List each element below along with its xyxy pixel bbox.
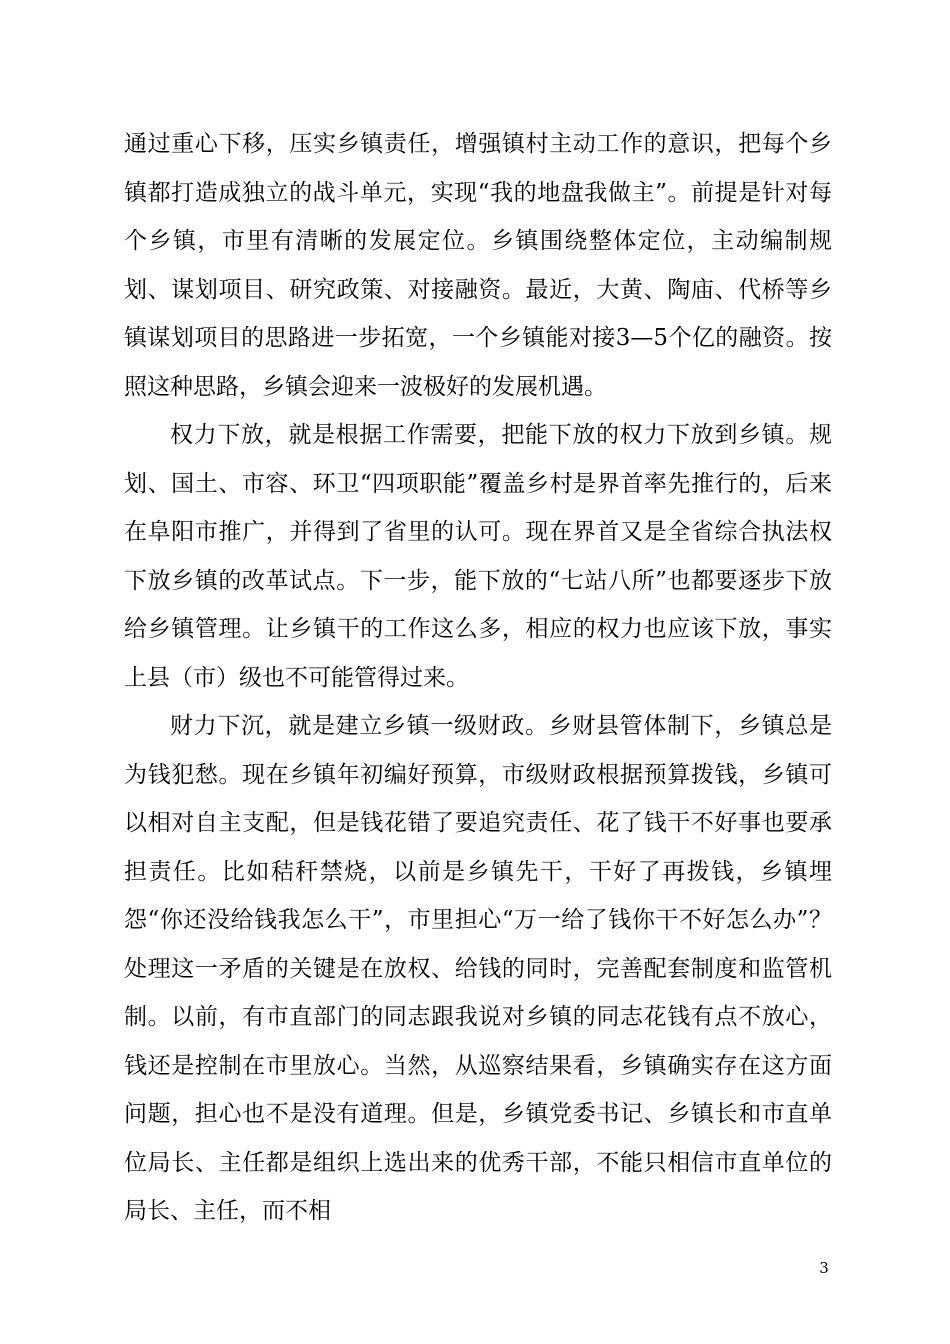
document-body	[124, 120, 832, 1236]
paragraph-3: 财力下沉，就是建立乡镇一级财政。乡财县管体制下，乡镇总是为钱犯愁。现在乡镇年初编好预算，市级财政根据预算拨钱，乡镇可以相对自主支配，但是钱花错了要追究责任、花了钱干不好事也要承担责任。比如秸秆禁烧，以前是乡镇先干，干好了再拨钱，乡镇埋怨“你还没给钱我怎么干”，市里担心“万一给了钱你干不好怎么办”？处理这一矛盾的关键是在放权、给钱的同时，完善配套制度和监管机制。以前，有市直部门的同志跟我说对乡镇的同志花钱有点不放心，钱还是控制在市里放心。当然，从巡察结果看，乡镇确实存在这方面问题，担心也不是没有道理。但是，乡镇党委书记、乡镇长和市直单位局长、主任都是组织上选出来的优秀干部，不能只相信市直单位的局长、主任，而不相	[124, 713, 832, 1224]
page-number: 3	[819, 1259, 829, 1277]
paragraph-2: 权力下放，就是根据工作需要，把能下放的权力下放到乡镇。规划、国土、市容、环卫“四项职能”覆盖乡村是界首率先推行的，后来在阜阳市推广，并得到了省里的认可。现在界首又是全省综合执法权下放乡镇的改革试点。下一步，能下放的“七站八所”也都要逐步下放给乡镇管理。让乡镇干的工作这么多，相应的权力也应该下放，事实上县（市）级也不可能管得过来。	[124, 422, 832, 691]
paragraph-1: 通过重心下移，压实乡镇责任，增强镇村主动工作的意识，把每个乡镇都打造成独立的战斗单元，实现“我的地盘我做主”。前提是针对每个乡镇，市里有清晰的发展定位。乡镇围绕整体定位，主动编制规划、谋划项目、研究政策、对接融资。最近，大黄、陶庙、代桥等乡镇谋划项目的思路进一步拓宽，一个乡镇能对接3—5个亿的融资。按照这种思路，乡镇会迎来一波极好的发展机遇。	[124, 131, 832, 400]
